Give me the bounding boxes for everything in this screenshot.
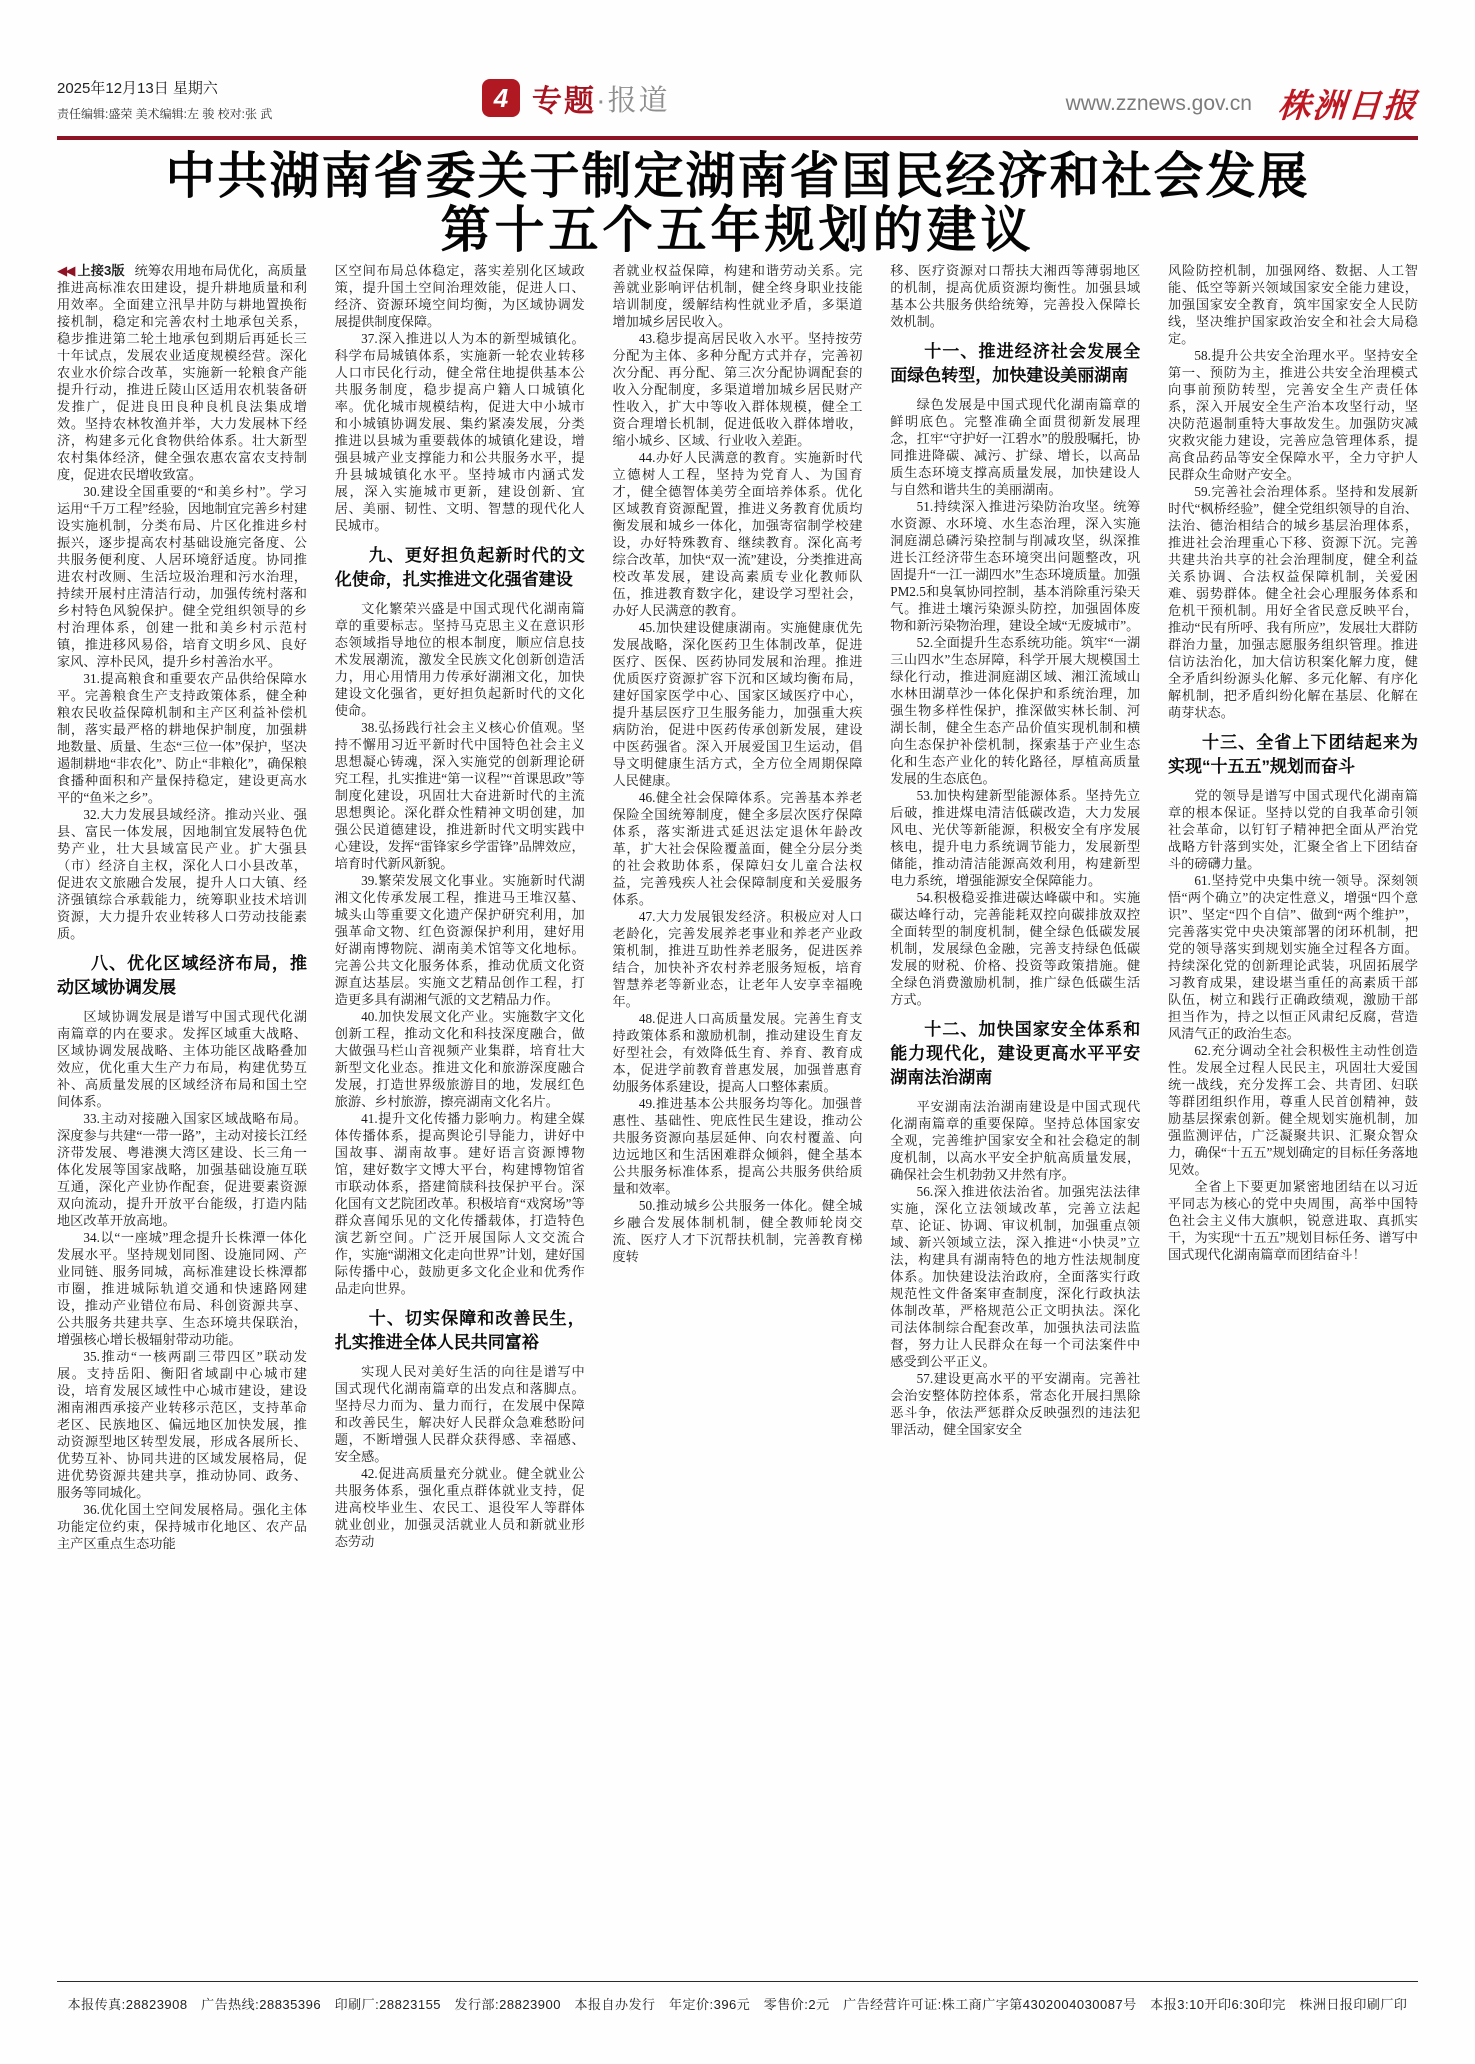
masthead-left (57, 78, 272, 123)
text-column-1 (57, 262, 307, 1964)
section-heading: 十三、全省上下团结起来为实现“十五五”规划而奋斗 (1168, 733, 1418, 776)
body-paragraph: 实现人民对美好生活的向往是谱写中国式现代化湖南篇章的出发点和落脚点。坚持尽力而为、量力而行，在发展中保障和改善民生，解决好人民群众急难愁盼问题，不断增强人民群众获得感、幸福感、安全感。 (334, 1364, 585, 1464)
body-columns (57, 262, 1418, 1964)
body-paragraph: 61.坚持党中央集中统一领导。深刻领悟“两个确立”的决定性意义，增强“四个意识”、坚定“四个自信”、做到“两个维护”，完善落实党中央决策部署的闭环机制，把党的领导落实到规划实施全过程各方面。持续深化党的创新理论武装，巩固拓展学习教育成果，建设堪当重任的高素质干部队伍，树立和践行正确政绩观，激励干部担当作为，持之以恒正风肃纪反腐，营造风清气正的政治生态。 (1168, 873, 1418, 1041)
body-paragraph: 风险防控机制，加强网络、数据、人工智能、低空等新兴领域国家安全能力建设，加强国家安全教育，筑牢国家安全人民防线，坚决维护国家政治安全和社会大局稳定。 (1168, 263, 1418, 346)
masthead (57, 70, 1418, 134)
body-paragraph: 58.提升公共安全治理水平。坚持安全第一、预防为主，推进公共安全治理模式向事前预防转型，完善安全生产责任体系，深入开展安全生产治本攻坚行动，坚决防范遏制重特大事故发生。加强防灾减灾救灾能力建设，完善应急管理体系，提高食品药品等安全保障水平，全力守护人民群众生命财产安全。 (1168, 348, 1418, 482)
text-column-3 (613, 262, 863, 1964)
section-heading: 八、优化区域经济布局，推动区域协调发展 (57, 954, 307, 997)
body-paragraph: 绿色发展是中国式现代化湖南篇章的鲜明底色。完整准确全面贯彻新发展理念，扛牢“守护好一江碧水”的殷殷嘱托，协同推进降碳、减污、扩绿、增长，以高品质生态环境支撑高质量发展，加快建设人与自然和谐共生的美丽湖南。 (890, 397, 1141, 497)
section-heading: 十二、加快国家安全体系和能力现代化，建设更高水平平安湖南法治湖南 (890, 1020, 1141, 1087)
section-heading: 十、切实保障和改善民生，扎实推进全体人民共同富裕 (334, 1309, 585, 1352)
website-url: www.zznews.gov.cn (1065, 91, 1252, 115)
body-paragraph: 50.推动城乡公共服务一体化。健全城乡融合发展体制机制，健全教师轮岗交流、医疗人才下沉帮扶机制，完善教育梯度转 (612, 1198, 863, 1264)
body-paragraph: 区空间布局总体稳定，落实差别化区域政策，提升国土空间治理效能，促进人口、经济、资源环境空间均衡，为区域协调发展提供制度保障。 (334, 263, 585, 329)
body-paragraph: 59.完善社会治理体系。坚持和发展新时代“枫桥经验”，健全党组织领导的自治、法治、德治相结合的城乡基层治理体系，推进社会治理重心下移、资源下沉。完善共建共治共享的社会治理制度，健全利益关系协调、合法权益保障机制，关爱困难、弱势群体。健全社会心理服务体系和危机干预机制。用好全省民意反映平台，推动“民有所呼、我有所应”，发展壮大群防群治力量，加强志愿服务组织管理。推进信访法治化，加大信访积案化解力度，健全矛盾纠纷源头化解、多元化解、有序化解机制，把矛盾纠纷化解在基层、化解在萌芽状态。 (1168, 484, 1418, 720)
body-paragraph: 区域协调发展是谱写中国式现代化湖南篇章的内在要求。发挥区域重大战略、区域协调发展战略、主体功能区战略叠加效应，优化重大生产力布局，构建优势互补、高质量发展的区域经济布局和国土空间体系。 (57, 1009, 307, 1109)
section-suffix: ·报道 (596, 84, 670, 117)
text-column-4 (890, 262, 1140, 1964)
body-paragraph: 54.积极稳妥推进碳达峰碳中和。实施碳达峰行动，完善能耗双控向碳排放双控全面转型的制度机制，健全绿色低碳发展机制，发展绿色金融，完善支持绿色低碳发展的财税、价格、投资等政策措施。健全绿色消费激励机制，推广绿色低碳生活方式。 (890, 890, 1141, 1007)
body-paragraph: 39.繁荣发展文化事业。实施新时代湖湘文化传承发展工程，推进马王堆汉墓、城头山等重要文化遗产保护研究利用，加强革命文物、红色资源保护利用，建好用好湖南博物院、湖南美术馆等文化地标。完善公共文化服务体系，推动优质文化资源直达基层。实施文艺精品创作工程，打造更多具有湖湘气派的文艺精品力作。 (334, 873, 585, 1007)
body-paragraph: 移、医疗资源对口帮扶大湘西等薄弱地区的机制，提高优质资源均衡性。加强县域基本公共服务供给统筹，完善投入保障长效机制。 (890, 263, 1141, 329)
section-heading: 九、更好担负起新时代的文化使命，扎实推进文化强省建设 (334, 546, 585, 589)
footer-rule (57, 1981, 1418, 1982)
body-paragraph: 41.提升文化传播力影响力。构建全媒体传播体系，提高舆论引导能力，讲好中国故事、湖南故事。建好语言资源博物馆，建好数字文博大平台，构建博物馆省市联动体系，搭建简牍科技保护平台。深化国有文艺院团改革。积极培育“戏窝场”等群众喜闻乐见的文化传播载体，打造特色演艺新空间。广泛开展国际人文交流合作，实施“湖湘文化走向世界”计划，建好国际传播中心，鼓励更多文化企业和优秀作品走向世界。 (334, 1111, 585, 1296)
body-paragraph: 平安湖南法治湖南建设是中国式现代化湖南篇章的重要保障。坚持总体国家安全观，完善维护国家安全和社会稳定的制度机制，以高水平安全护航高质量发展，确保社会生机勃勃又井然有序。 (890, 1099, 1141, 1182)
newspaper-logo: 株洲日报 (1276, 89, 1420, 125)
headline-line2: 第十五个五年规划的建议 (440, 202, 1035, 258)
body-paragraph: 43.稳步提高居民收入水平。坚持按劳分配为主体、多种分配方式并存，完善初次分配、再分配、第三次分配协调配套的收入分配制度，多渠道增加城乡居民财产性收入，扩大中等收入群体规模，健全工资合理增长机制，促进低收入群体增收，缩小城乡、区域、行业收入差距。 (612, 331, 863, 448)
body-paragraph: 51.持续深入推进污染防治攻坚。统筹水资源、水环境、水生态治理，深入实施洞庭湖总磷污染控制与削减攻坚，纵深推进长江经济带生态环境突出问题整改，巩固提升“一江一湖四水”生态环境质量。加强PM2.5和臭氧协同控制，基本消除重污染天气。推进土壤污染源头防控，加强固体废物和新污染物治理，建设全域“无废城市”。 (890, 499, 1141, 633)
body-paragraph: 37.深入推进以人为本的新型城镇化。科学布局城镇体系，实施新一轮农业转移人口市民化行动，健全常住地提供基本公共服务制度，稳步提高户籍人口城镇化率。优化城市规模结构，促进大中小城市和小城镇协调发展、集约紧凑发展，分类推进以县城为重要载体的城镇化建设，增强县城产业支撑能力和公共服务水平，提升县城城镇化水平。坚持城市内涵式发展，深入实施城市更新，建设创新、宜居、美丽、韧性、文明、智慧的现代化人民城市。 (334, 331, 585, 533)
publication-date: 2025年12月13日 星期六 (57, 80, 218, 97)
editors-line: 责任编辑:盛荣 美术编辑:左 骏 校对:张 武 (57, 106, 273, 121)
body-paragraph: 46.健全社会保障体系。完善基本养老保险全国统筹制度，健全多层次医疗保障体系，落实渐进式延迟法定退休年龄改革，扩大社会保险覆盖面，健全分层分类的社会救助体系，保障妇女儿童合法权益，完善残疾人社会保障制度和关爱服务体系。 (612, 790, 863, 907)
body-paragraph: 56.深入推进依法治省。加强宪法法律实施，深化立法领域改革，完善立法起草、论证、协调、审议机制，加强重点领域、新兴领域立法，深入推进“小快灵”立法，构建具有湖南特色的地方性法规制度体系。加快建设法治政府，全面落实行政规范性文件备案审查制度，深化行政执法体制改革，严格规范公正文明执法。深化司法体制综合配套改革，加强执法司法监督，努力让人民群众在每一个司法案件中感受到公平正义。 (890, 1184, 1141, 1369)
page-number-badge: 4 (482, 79, 520, 117)
body-paragraph: 44.办好人民满意的教育。实施新时代立德树人工程，坚持为党育人、为国育才，健全德智体美劳全面培养体系。优化区域教育资源配置，推进义务教育优质均衡发展和城乡一体化，加强寄宿制学校建设，办好特殊教育、继续教育。深化高考综合改革，加快“双一流”建设，分类推进高校改革发展，建设高素质专业化教师队伍，推进教育数字化，建设学习型社会，办好人民满意的教育。 (612, 450, 863, 618)
body-paragraph: 47.大力发展银发经济。积极应对人口老龄化，完善发展养老事业和养老产业政策机制，推进互助性养老服务，促进医养结合，加快补齐农村养老服务短板，培育智慧养老等新业态，让老年人安享幸福晚年。 (612, 909, 863, 1009)
section-name: 专题 (532, 85, 596, 118)
body-paragraph: 40.加快发展文化产业。实施数字文化创新工程，推动文化和科技深度融合，做大做强马栏山音视频产业集群，培育壮大新型文化业态。推进文化和旅游深度融合发展，打造世界级旅游目的地，发展红色旅游、乡村旅游，擦亮湖南文化名片。 (334, 1009, 585, 1109)
headline-line1: 中共湖南省委关于制定湖南省国民经济和社会发展 (165, 148, 1310, 204)
body-paragraph: 62.充分调动全社会积极性主动性创造性。发展全过程人民民主，巩固壮大爱国统一战线，充分发挥工会、共青团、妇联等群团组织作用，尊重人民首创精神，鼓励基层探索创新。健全规划实施机制，加强监测评估，广泛凝聚共识、汇聚众智众力，确保“十五五”规划确定的目标任务落地见效。 (1168, 1043, 1418, 1177)
body-paragraph: ◀◀ 上接3版 统筹农用地布局优化，高质量推进高标准农田建设，提升耕地质量和利用效率。全面建立汛旱井防与耕地置换衔接机制，稳定和完善农村土地承包关系，稳步推进第二轮土地承包到期后再延长三十年试点，发展农业适度规模经营。深化农业水价综合改革，实施新一轮粮食产能提升行动，推进丘陵山区适用农机装备研发推广，促进良田良种良机良法集成增效。坚持农林牧渔并举，大力发展林下经济，构建多元化食物供给体系。壮大新型农村集体经济，健全强农惠农富农支持制度，促进农民增收致富。 (57, 263, 307, 482)
body-paragraph: 全省上下要更加紧密地团结在以习近平同志为核心的党中央周围，高举中国特色社会主义伟大旗帜，锐意进取、真抓实干，为实现“十五五”规划目标任务、谱写中国式现代化湖南篇章而团结奋斗！ (1168, 1179, 1418, 1262)
body-paragraph: 49.推进基本公共服务均等化。加强普惠性、基础性、兜底性民生建设，推动公共服务资源向基层延伸、向农村覆盖、向边远地区和生活困难群众倾斜，健全基本公共服务标准体系，提高公共服务供给质量和效率。 (612, 1096, 863, 1196)
body-paragraph: 32.大力发展县域经济。推动兴业、强县、富民一体发展，因地制宜发展特色优势产业，壮大县域富民产业。扩大强县（市）经济自主权，深化人口小县改革，促进农文旅融合发展，提升人口大镇、经济强镇综合承载能力，统筹职业技术培训资源，大力提升农业转移人口劳动技能素质。 (57, 807, 307, 941)
body-paragraph: 30.建设全国重要的“和美乡村”。学习运用“千万工程”经验，因地制宜完善乡村建设实施机制，分类布局、片区化推进乡村振兴，逐步提高农村基础设施完备度、公共服务便利度、人居环境舒适度。协同推进农村改厕、生活垃圾治理和污水治理，持续开展村庄清洁行动，加强传统村落和乡村特色风貌保护。健全党组织领导的乡村治理体系，创建一批和美乡村示范村镇，推进移风易俗，培育文明乡风、良好家风、淳朴民风，提升乡村善治水平。 (57, 484, 307, 669)
body-paragraph: 42.促进高质量充分就业。健全就业公共服务体系，强化重点群体就业支持，促进高校毕业生、农民工、退役军人等群体就业创业，加强灵活就业人员和新就业形态劳动 (334, 1466, 585, 1549)
body-paragraph: 36.优化国土空间发展格局。强化主体功能定位约束，保持城市化地区、农产品主产区重点生态功能 (57, 1502, 307, 1551)
body-paragraph: 38.弘扬践行社会主义核心价值观。坚持不懈用习近平新时代中国特色社会主义思想凝心铸魂，深入实施党的创新理论研究工程，扎实推进“第一议程”“首课思政”等制度化建设，巩固壮大奋进新时代的主流思想舆论。深化群众性精神文明创建，加强公民道德建设，推进新时代文明实践中心建设，发挥“雷锋家乡学雷锋”品牌效应，培育时代新风新貌。 (334, 720, 585, 871)
text-column-2 (335, 262, 585, 1964)
masthead-rule (57, 136, 1418, 140)
body-paragraph: 35.推动“一核两副三带四区”联动发展。支持岳阳、衡阳省域副中心城市建设，培育发展区域性中心城市建设，建设湘南湘西承接产业转移示范区，支持革命老区、民族地区、偏远地区加快发展，推动资源型地区转型发展，形成各展所长、优势互补、协同共进的区域发展格局，促进优势资源共建共享，推动协同、政务、服务等同城化。 (57, 1349, 307, 1500)
masthead-center (482, 76, 670, 120)
body-paragraph: 党的领导是谱写中国式现代化湖南篇章的根本保证。坚持以党的自我革命引领社会革命，以钉钉子精神把全面从严治党战略方针落到实处，汇聚全省上下团结奋斗的磅礴力量。 (1168, 788, 1418, 871)
body-paragraph: 57.建设更高水平的平安湖南。完善社会治安整体防控体系，常态化开展扫黑除恶斗争，依法严惩群众反映强烈的违法犯罪活动，健全国家安全 (890, 1371, 1141, 1437)
text-column-5 (1168, 262, 1418, 1964)
body-paragraph: 52.全面提升生态系统功能。筑牢“一湖三山四水”生态屏障，科学开展大规模国土绿化行动，推进洞庭湖区域、湘江流域山水林田湖草沙一体化保护和系统治理，加强生物多样性保护，推深做实林长制、河湖长制，健全生态产品价值实现机制和横向生态保护补偿机制，探索基于产业生态化和生态产业化的转化路径，厚植高质量发展的生态底色。 (890, 635, 1141, 786)
body-paragraph: 者就业权益保障，构建和谐劳动关系。完善就业影响评估机制，健全终身职业技能培训制度，缓解结构性就业矛盾，多渠道增加城乡居民收入。 (612, 263, 863, 329)
body-paragraph: 33.主动对接融入国家区域战略布局。深度参与共建“一带一路”，主动对接长江经济带发展、粤港澳大湾区建设、长三角一体化发展等国家战略，加强基础设施互联互通，深化产业协作配套，促进要素资源双向流动，提升开放平台能级，打造内陆地区改革开放高地。 (57, 1111, 307, 1228)
body-paragraph: 文化繁荣兴盛是中国式现代化湖南篇章的重要标志。坚持马克思主义在意识形态领域指导地位的根本制度，顺应信息技术发展潮流，激发全民族文化创新创造活力，用心用情用力传承好湖湘文化，加快建设文化强省，更好担负起新时代的文化使命。 (334, 601, 585, 718)
body-paragraph: 34.以“一座城”理念提升长株潭一体化发展水平。坚持规划同图、设施同网、产业同链、服务同城，高标准建设长株潭都市圈，推进城际轨道交通和快速路网建设，推动产业错位布局、科创资源共享、公共服务共建共享、生态环境共保联治，增强核心增长极辐射带动功能。 (57, 1230, 307, 1347)
continued-from-marker: ◀◀ 上接3版 (57, 263, 125, 278)
section-heading: 十一、推进经济社会发展全面绿色转型，加快建设美丽湖南 (890, 342, 1141, 385)
body-paragraph: 31.提高粮食和重要农产品供给保障水平。完善粮食生产支持政策体系，健全种粮农民收益保障机制和主产区利益补偿机制，落实最严格的耕地保护制度，加强耕地数量、质量、生态“三位一体”保护，坚决遏制耕地“非农化”、防止“非粮化”，确保粮食播种面积和产量保持稳定，建设更高水平的“鱼米之乡”。 (57, 671, 307, 805)
footer-info-line: 本报传真:28823908 广告热线:28835396 印刷厂:28823155 发行部:28823900 本报自办发行 年定价:396元 零售价:2元 广告经营许可证:株工商广字第4302004030087号 本报3:10开印6:30印完 株洲日报印刷厂印 (67, 1997, 1408, 2012)
main-headline (57, 148, 1418, 256)
body-paragraph: 48.促进人口高质量发展。完善生育支持政策体系和激励机制，推动建设生育友好型社会，有效降低生育、养育、教育成本，促进学前教育普惠发展，加强普惠育幼服务体系建设，提高人口整体素质。 (612, 1011, 863, 1094)
masthead-right (1066, 80, 1418, 127)
body-paragraph: 53.加快构建新型能源体系。坚持先立后破，推进煤电清洁低碳改造，大力发展风电、光伏等新能源，积极安全有序发展核电，提升电力系统调节能力，发展新型储能，推动清洁能源高效利用，构建新型电力系统，增强能源安全保障能力。 (890, 788, 1141, 888)
body-paragraph: 45.加快建设健康湖南。实施健康优先发展战略，深化医药卫生体制改革，促进医疗、医保、医药协同发展和治理。推进优质医疗资源扩容下沉和区域均衡布局，建好国家医学中心、国家区域医疗中心，提升基层医疗卫生服务能力，加强重大疾病防治，促进中医药传承创新发展，建设中医药强省。深入开展爱国卫生运动，倡导文明健康生活方式，全方位全周期保障人民健康。 (612, 620, 863, 788)
